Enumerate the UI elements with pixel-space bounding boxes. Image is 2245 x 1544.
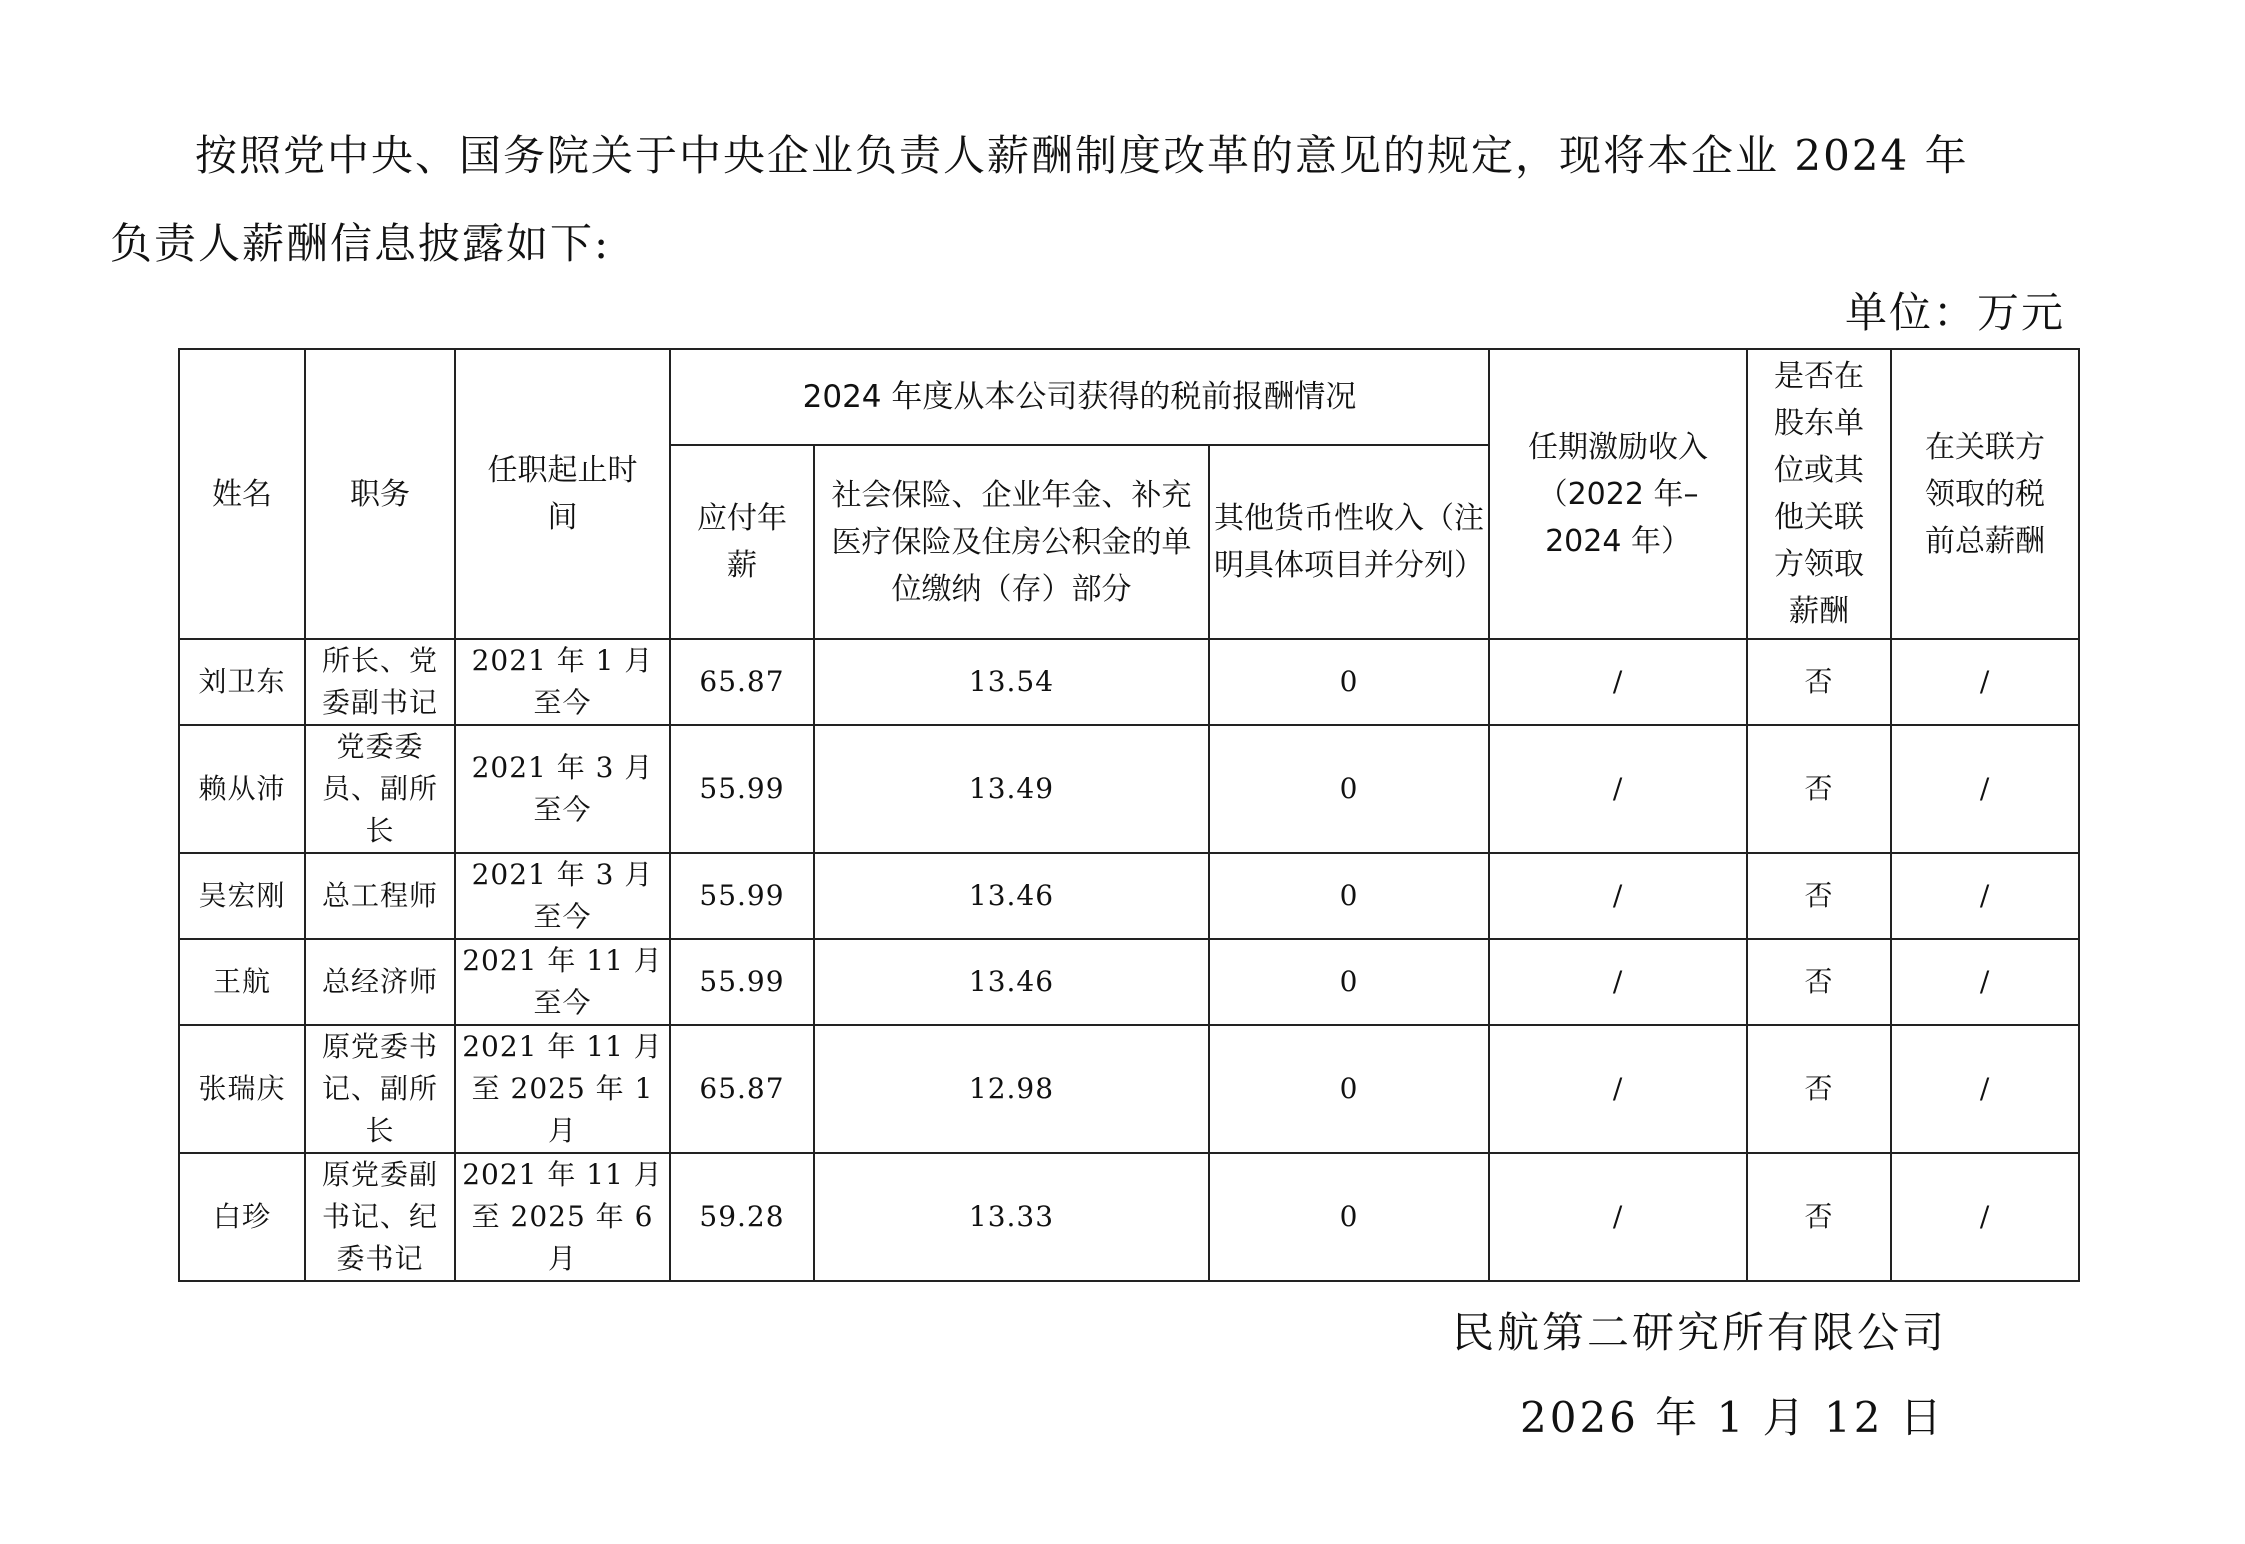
document-date: 2026 年 1 月 12 日 — [1520, 1393, 1945, 1442]
cell-affiliate-flag: 否 — [1747, 1025, 1891, 1153]
cell-affiliate-flag: 否 — [1747, 725, 1891, 853]
cell-name: 赖从沛 — [179, 725, 305, 853]
cell-other-income: 0 — [1209, 939, 1489, 1025]
table-row — [179, 939, 2079, 1025]
header-affiliate-total — [1891, 349, 2079, 639]
unit-label: 单位：万元 — [1844, 288, 2065, 337]
cell-incentive: / — [1489, 1153, 1747, 1281]
cell-social-insurance: 13.46 — [814, 853, 1209, 939]
header-pretax-group: 2024 年度从本公司获得的税前报酬情况 — [670, 349, 1489, 445]
cell-affiliate-total: / — [1891, 1025, 2079, 1153]
cell-annual-salary: 65.87 — [670, 1025, 814, 1153]
cell-affiliate-flag: 否 — [1747, 939, 1891, 1025]
cell-name: 吴宏刚 — [179, 853, 305, 939]
cell-name: 白珍 — [179, 1153, 305, 1281]
cell-position: 总经济师 — [305, 939, 455, 1025]
header-social-insurance: 社会保险、企业年金、补充医疗保险及住房公积金的单位缴纳（存）部分 — [814, 445, 1209, 639]
header-affiliate-flag-text: 是否在股东单位或其他关联方领取薪酬 — [1774, 359, 1865, 629]
cell-tenure: 2021 年 11 月至今 — [455, 939, 670, 1025]
cell-affiliate-total: / — [1891, 725, 2079, 853]
cell-position: 原党委副书记、纪委书记 — [305, 1153, 455, 1281]
header-annual-salary — [670, 445, 814, 639]
cell-incentive: / — [1489, 725, 1747, 853]
cell-social-insurance: 13.46 — [814, 939, 1209, 1025]
header-incentive-text: 任期激励收入（2022 年–2024 年） — [1528, 429, 1709, 559]
cell-incentive: / — [1489, 939, 1747, 1025]
cell-other-income: 0 — [1209, 725, 1489, 853]
header-tenure — [455, 349, 670, 639]
header-tenure-text: 任职起止时间 — [487, 453, 638, 535]
cell-annual-salary: 65.87 — [670, 639, 814, 725]
header-affiliate-total-text: 在关联方领取的税前总薪酬 — [1925, 429, 2046, 559]
cell-incentive: / — [1489, 639, 1747, 725]
cell-social-insurance: 13.49 — [814, 725, 1209, 853]
cell-affiliate-flag: 否 — [1747, 1153, 1891, 1281]
cell-other-income: 0 — [1209, 639, 1489, 725]
cell-affiliate-flag: 否 — [1747, 853, 1891, 939]
cell-affiliate-total: / — [1891, 853, 2079, 939]
cell-annual-salary: 55.99 — [670, 725, 814, 853]
company-signature: 民航第二研究所有限公司 — [1452, 1308, 1948, 1357]
cell-position: 总工程师 — [305, 853, 455, 939]
header-position: 职务 — [305, 349, 455, 639]
cell-name: 张瑞庆 — [179, 1025, 305, 1153]
table-row — [179, 725, 2079, 853]
table-row — [179, 853, 2079, 939]
cell-tenure: 2021 年 11 月至 2025 年 1 月 — [455, 1025, 670, 1153]
cell-incentive: / — [1489, 853, 1747, 939]
cell-affiliate-flag: 否 — [1747, 639, 1891, 725]
cell-annual-salary: 55.99 — [670, 853, 814, 939]
header-other-income: 其他货币性收入（注明具体项目并分列） — [1209, 445, 1489, 639]
cell-incentive: / — [1489, 1025, 1747, 1153]
header-row-top — [179, 349, 2079, 445]
cell-tenure: 2021 年 3 月至今 — [455, 853, 670, 939]
intro-paragraph: 按照党中央、国务院关于中央企业负责人薪酬制度改革的意见的规定，现将本企业 2024 年负责人薪酬信息披露如下: — [110, 131, 1969, 268]
cell-social-insurance: 12.98 — [814, 1025, 1209, 1153]
cell-tenure: 2021 年 3 月至今 — [455, 725, 670, 853]
cell-annual-salary: 55.99 — [670, 939, 814, 1025]
header-affiliate-flag — [1747, 349, 1891, 639]
cell-position: 党委委员、副所长 — [305, 725, 455, 853]
table-row — [179, 639, 2079, 725]
cell-annual-salary: 59.28 — [670, 1153, 814, 1281]
cell-position: 原党委书记、副所长 — [305, 1025, 455, 1153]
cell-social-insurance: 13.54 — [814, 639, 1209, 725]
table-row — [179, 1025, 2079, 1153]
cell-position: 所长、党委副书记 — [305, 639, 455, 725]
compensation-table — [178, 348, 2080, 1282]
header-annual-salary-text: 应付年薪 — [697, 501, 787, 583]
cell-affiliate-total: / — [1891, 639, 2079, 725]
cell-name: 刘卫东 — [179, 639, 305, 725]
cell-affiliate-total: / — [1891, 939, 2079, 1025]
cell-other-income: 0 — [1209, 1153, 1489, 1281]
cell-tenure: 2021 年 11 月至 2025 年 6 月 — [455, 1153, 670, 1281]
cell-affiliate-total: / — [1891, 1153, 2079, 1281]
header-incentive — [1489, 349, 1747, 639]
header-name: 姓名 — [179, 349, 305, 639]
cell-social-insurance: 13.33 — [814, 1153, 1209, 1281]
cell-name: 王航 — [179, 939, 305, 1025]
cell-other-income: 0 — [1209, 853, 1489, 939]
cell-other-income: 0 — [1209, 1025, 1489, 1153]
table-row — [179, 1153, 2079, 1281]
cell-tenure: 2021 年 1 月至今 — [455, 639, 670, 725]
